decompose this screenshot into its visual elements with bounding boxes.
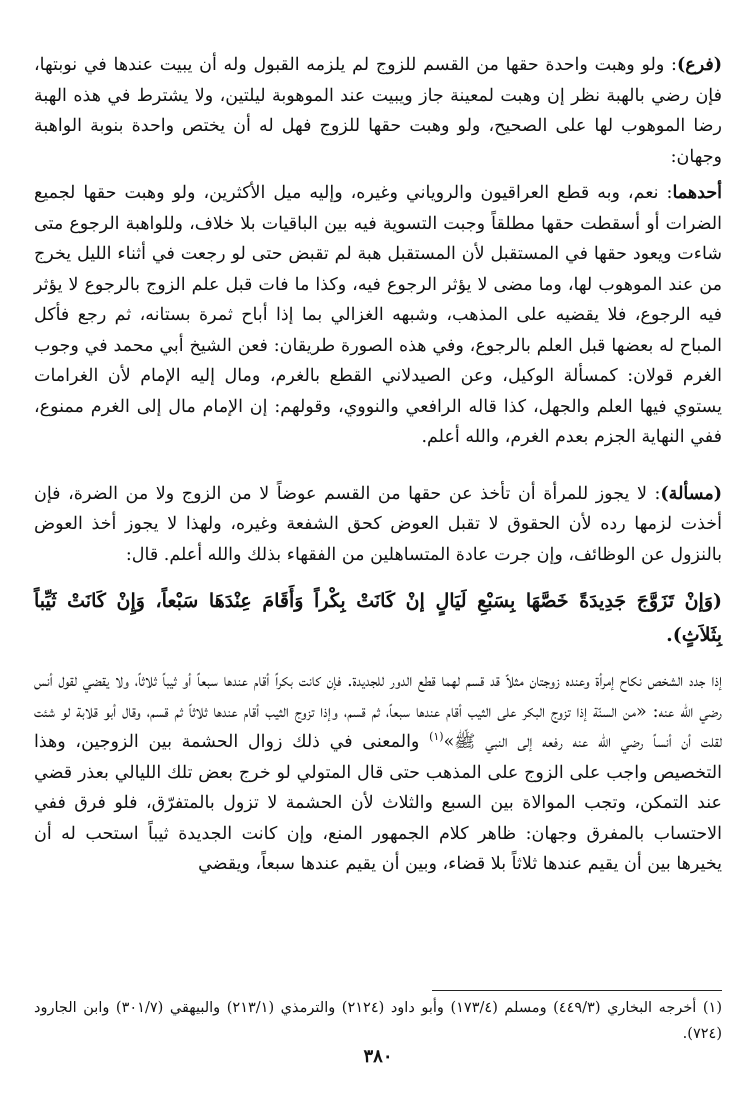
page-body (34, 50, 722, 880)
page-number: ٣٨٠ (363, 1046, 393, 1067)
paragraph-text: : نعم، وبه قطع العراقيون والروياني وغيره، وإليه ميل الأكثرين، ولو وهبت حقها لجميع الضرات أو أسقطت حقها مطلقاً وجبت التسوية فيه بين الباقيات بلا خلاف، وللواهبة الرجوع متى شاءت ويعود حقها في المستقبل لأن المستقبل هبة لم تقبض حتى لو رجعت في أثناء الليل يخرج من عند الموهوب لها، وما مضى لا يؤثر الرجوع فيه، وكذا ما فات قبل علم الزوج بالرجوع لا يؤثر فيه الرجوع، فلا يقضيه على المذهب، وشبهه الغزالي بما إذا أباح ثمرة بستانه، ثم رجع فأكل المباح له بعضها قبل العلم بالرجوع، وفي هذه الصورة طريقان: فعن الشيخ أبي محمد في وجوب الغرم قولان: كمسألة الوكيل، وعن الصيدلاني القطع بالغرم، ومال إليه الإمام لأن الغرامات يستوي فيها العلم والجهل، كذا قاله الرافعي والنووي، وقولهم: إن الإمام مال إلى الغرم ممنوع، ففي النهاية الجزم بعدم الغرم، والله أعلم. (34, 183, 722, 447)
paragraph-text: : ولو وهبت واحدة حقها من القسم للزوج لم يلزمه القبول وله أن يبيت عندها في نوبتها، فإن رضي بالهبة نظر إن وهبت لمعينة جاز ويبيت عند الموهوبة ليلتين، ولا يشترط في هذه الهبة رضا الموهوب لها على الصحيح، ولو وهبت حقها للزوج فهل له أن يختص واحدة بنوبة الواهبة وجهان: (34, 55, 722, 167)
footnote-divider (432, 990, 722, 991)
paragraph-heading: (فرع) (676, 55, 722, 75)
paragraph-text-continued: والمعنى في ذلك زوال الحشمة بين الزوجين، وهذا التخصيص واجب على الزوج على المذهب حتى قال المتولي لو خرج بعض تلك الليالي بعذر قضي عند التمكن، وتجب الموالاة بين السبع والثلاث لأن الحشمة لا تزول بالمتفرّق، فلو فرق ففي الاحتساب بالمفرق وجهان: ظاهر كلام الجمهور المنع، وإن كانت الجديدة ثيباً استحب له أن يخيرها بين أن يقيم عندها ثلاثاً بلا قضاء، وبين أن يقيم عندها سبعاً، ويقضي (34, 732, 722, 874)
paragraph-sharh (34, 666, 722, 880)
paragraph-text: : لا يجوز للمرأة أن تأخذ عن حقها من القسم عوضاً لا من الزوج ولا من الضرة، فإن أخذت لزمها رده لأن الحقوق لا تقبل العوض كحق الشفعة وغيره، ولهذا لا يجوز أخذ العوض بالنزول عن الوظائف، وإن جرت عادة المتساهلين من الفقهاء بذلك والله أعلم. قال: (34, 483, 722, 565)
paragraph-far (34, 50, 722, 172)
paragraph-text: إذا جدد الشخص نكاح إمرأة وعنده زوجتان مثلاً قد قسم لهما قطع الدور للجديدة. فإن كانت بكراً أقام عندها سبعاً أو ثيباً ثلاثاً، ولا يقضي لقول أنس رضي الله عنه: «من السنّة إذا تزوج البكر على الثيب أقام عندها سبعاً، ثم قسم، وإذا تزوج الثيب أقام عندها ثلاثاً ثم قسم، وقال أبو قلابة لو شئت لقلت أن أنساً رضي الله عنه رفعه إلى النبي ﷺ» (34, 671, 722, 752)
paragraph-ahaduhuma (34, 178, 722, 453)
matn-quote (34, 584, 722, 652)
paragraph-heading: أحدهما (672, 183, 722, 203)
paragraph-masala (34, 479, 722, 571)
matn-text: (وَإنْ تَزَوَّجَ جَدِيدَةً خَصَّهَا بِسَبْعِ لَيَالٍ إنْ كَانَتْ بِكْراً وَأَقَامَ عِنْدَهَا سَبْعاً، وَإِنْ كَانَتْ ثَيِّباً بِثَلاَثٍ). (34, 590, 722, 646)
footnote-reference: (١) (429, 730, 444, 744)
footnote: (١) أخرجه البخاري (٤٤٩/٣) ومسلم (١٧٣/٤) وأبو داود (٢١٢٤) والترمذي (٢١٣/١) والبيهقي (٣٠١/٧) وابن الجارود (٧٢٤). (34, 1000, 723, 1042)
paragraph-heading: (مسألة) (660, 483, 722, 504)
